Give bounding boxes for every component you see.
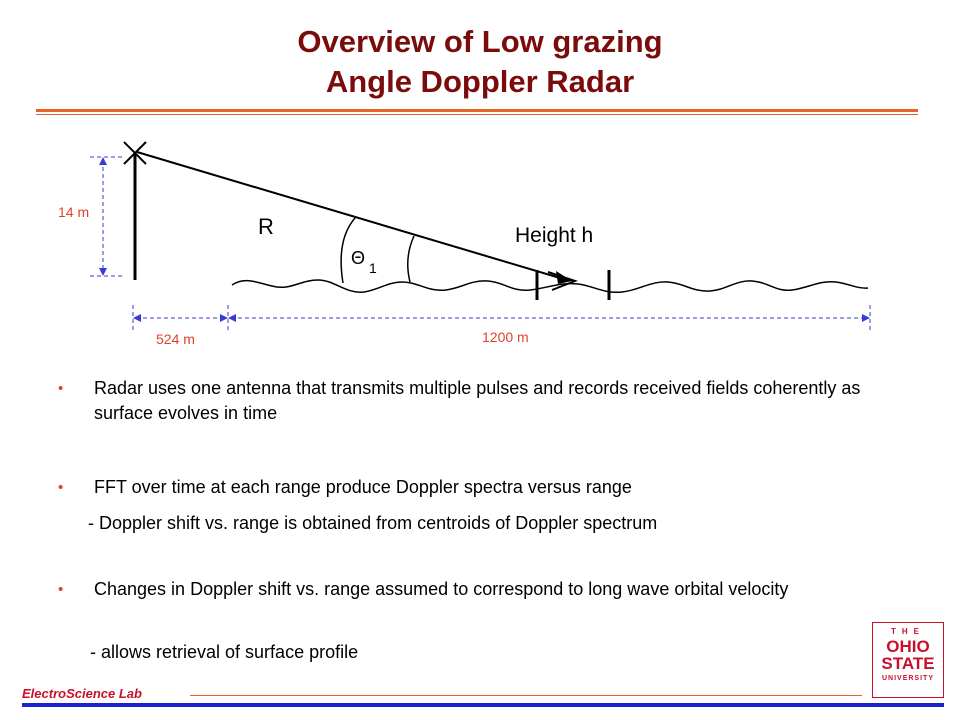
range-label: R (258, 214, 274, 239)
angle-label: Θ (351, 248, 366, 268)
span-dim-label: 1200 m (482, 329, 529, 345)
offset-arrow-left (133, 314, 141, 322)
target-height-label: Height h (515, 224, 594, 247)
bullet-subtext: - allows retrieval of surface profile (90, 642, 359, 662)
span-arrow-left (228, 314, 236, 322)
sea-surface (232, 280, 868, 292)
height-dim-arrow-down (99, 268, 107, 276)
bullet-marker: • (58, 380, 64, 397)
bullet-marker: • (58, 479, 64, 496)
footer-rule-thin (190, 695, 862, 696)
logo-university: UNIVERSITY (881, 675, 934, 682)
bullet-marker: • (58, 581, 64, 598)
height-dim-label: 14 m (58, 204, 90, 220)
logo-state: STATE (881, 654, 935, 673)
bullet-text: Radar uses one antenna that transmits multiple pulses and records received fields coherently as surface evolves in time (94, 378, 861, 423)
ohio-state-logo (872, 622, 944, 698)
footer-rule-blue (22, 703, 944, 707)
title-rule-thin (36, 114, 918, 115)
span-arrow-right (862, 314, 870, 322)
title-line-1: Overview of Low grazing (297, 24, 663, 59)
offset-arrow-right (220, 314, 228, 322)
angle-arc-2 (408, 236, 414, 282)
title-rule-thick (36, 109, 918, 112)
radar-geometry-diagram (0, 130, 960, 360)
slide-title (0, 22, 960, 102)
lab-name: ElectroScience Lab (22, 686, 142, 701)
offset-dim-label: 524 m (156, 331, 195, 347)
title-line-2: Angle Doppler Radar (325, 64, 635, 99)
bullet-text: FFT over time at each range produce Doppler spectra versus range (94, 477, 632, 497)
bullet-text: Changes in Doppler shift vs. range assumed to correspond to long wave orbital velocity (94, 579, 789, 599)
range-line (137, 152, 560, 278)
bullet-subtext: - Doppler shift vs. range is obtained from centroids of Doppler spectrum (88, 513, 658, 533)
angle-subscript: 1 (369, 260, 377, 276)
height-dim-arrow-up (99, 157, 107, 165)
logo-the: THE (891, 627, 925, 636)
logo-ohio: OHIO (886, 637, 930, 656)
